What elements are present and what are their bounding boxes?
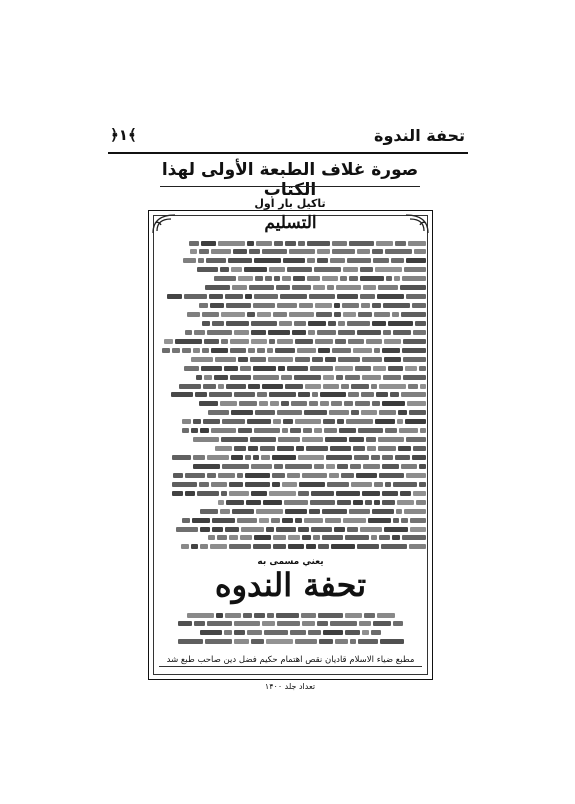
publisher-rule: [159, 666, 422, 667]
cover-image-frame: [148, 210, 433, 680]
cover-lower-text: [163, 611, 418, 645]
text-line: [155, 391, 426, 399]
cover-text-block: [155, 239, 426, 557]
corner-ornament-icon: [404, 213, 430, 235]
cover-title: تحفة الندوه: [214, 566, 367, 604]
text-line: [155, 543, 426, 551]
text-line: [155, 328, 426, 336]
text-line: [155, 462, 426, 470]
page-number: ﴿١﴾: [110, 126, 137, 144]
text-line: [155, 454, 426, 462]
header-rule: [108, 152, 468, 154]
text-line: [155, 445, 426, 453]
text-line: [155, 302, 426, 310]
text-line: [155, 489, 426, 497]
text-line: [155, 364, 426, 372]
print-run-note: تعداد جلد ۱۴۰۰: [264, 682, 316, 691]
text-line: [155, 436, 426, 444]
text-line: [155, 275, 426, 283]
edition-label: تاکیل بار اول: [254, 197, 326, 210]
text-line: [155, 239, 426, 247]
page-header: [110, 124, 465, 154]
text-line: [155, 382, 426, 390]
text-line: [155, 409, 426, 417]
text-line: [163, 611, 418, 619]
text-line: [155, 284, 426, 292]
text-line: [155, 311, 426, 319]
text-line: [155, 346, 426, 354]
figure-caption: صورة غلاف الطبعة الأولى لهذا الكتاب: [161, 160, 419, 200]
text-line: [155, 525, 426, 533]
text-line: [155, 257, 426, 265]
running-title: تحفة الندوة: [374, 126, 465, 145]
text-line: [163, 638, 418, 646]
text-line: [155, 319, 426, 327]
text-line: [155, 480, 426, 488]
text-line: [155, 400, 426, 408]
text-line: [155, 355, 426, 363]
text-line: [155, 507, 426, 515]
text-line: [155, 337, 426, 345]
cover-heading: التسليم: [264, 213, 317, 233]
text-line: [155, 471, 426, 479]
text-line: [155, 534, 426, 542]
text-line: [163, 629, 418, 637]
caption-underline: [160, 186, 420, 187]
cover-sub-heading: يعني مسمى به: [257, 557, 324, 567]
text-line: [155, 248, 426, 256]
text-line: [163, 620, 418, 628]
publisher-line: مطبع ضياء الاسلام قاديان نقص اهتمام حكيم فضل دين صاحب طبع شد: [166, 655, 415, 665]
text-line: [155, 516, 426, 524]
text-line: [155, 418, 426, 426]
text-line: [155, 266, 426, 274]
text-line: [155, 427, 426, 435]
text-line: [155, 373, 426, 381]
corner-ornament-icon: [151, 213, 177, 235]
text-line: [155, 498, 426, 506]
text-line: [155, 293, 426, 301]
